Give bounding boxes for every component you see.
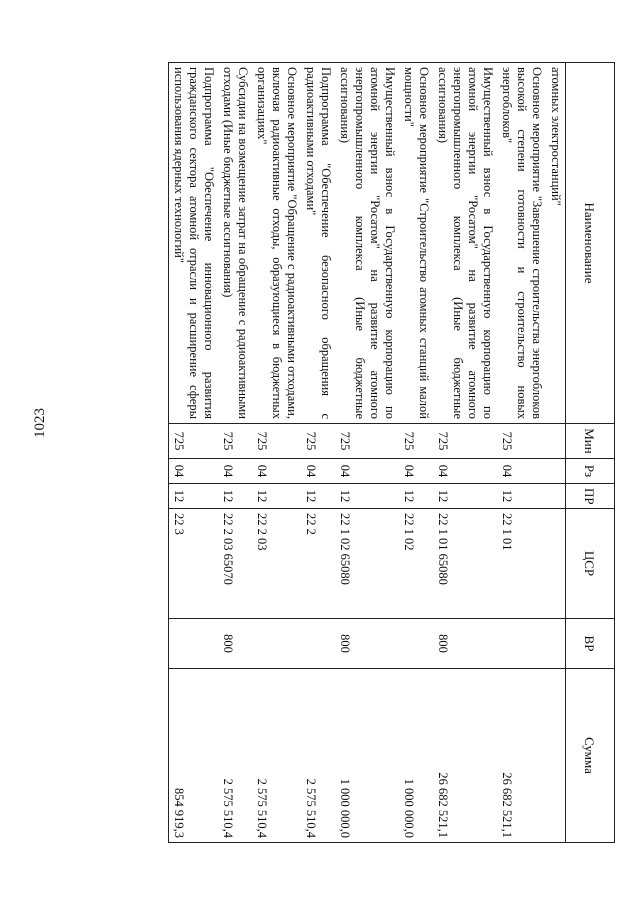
row-pr: 12 [218, 484, 252, 509]
row-sum: 854 919,3 [169, 669, 219, 843]
table-row [399, 63, 433, 843]
row-min: 725 [252, 424, 301, 459]
row-rz: 04 [433, 459, 497, 484]
row-pr: 12 [252, 484, 301, 509]
header-rz: Рз [566, 459, 615, 484]
row-vr: 800 [218, 619, 252, 669]
row-rz: 04 [301, 459, 335, 484]
row-sum: 2 575 510,4 [252, 669, 301, 843]
row-csr: 22 2 [301, 509, 335, 619]
row-vr: 800 [335, 619, 399, 669]
row-name: атомных электростанций" [546, 63, 566, 424]
row-name: Имущественный взнос в Государственную корпорацию по атомной энергии "Росатом" на развитие атомного энергопромышленного комплекса (Иные бюджетные ассигнования) [335, 63, 399, 424]
table-row [301, 63, 335, 843]
row-min: 725 [497, 424, 546, 459]
row-rz: 04 [497, 459, 546, 484]
row-min: 725 [399, 424, 433, 459]
row-rz: 04 [335, 459, 399, 484]
row-min: 725 [335, 424, 399, 459]
header-sum: Сумма [566, 669, 615, 843]
row-pr [546, 484, 566, 509]
table-row [433, 63, 497, 843]
header-csr: ЦСР [566, 509, 615, 619]
table-row [252, 63, 301, 843]
row-csr: 22 1 01 65080 [433, 509, 497, 619]
row-min: 725 [218, 424, 252, 459]
row-rz: 04 [169, 459, 219, 484]
row-csr [546, 509, 566, 619]
row-vr [497, 619, 546, 669]
header-pr: ПР [566, 484, 615, 509]
table-row [497, 63, 546, 843]
row-name: Подпрограмма "Обеспечение инновационного развития гражданского сектора атомной отрасли и расширение сферы использования ядерных технологий" [169, 63, 219, 424]
row-pr: 12 [169, 484, 219, 509]
rotated-table-container [105, 62, 615, 842]
table-header-row [566, 63, 615, 843]
row-pr: 12 [433, 484, 497, 509]
row-pr: 12 [335, 484, 399, 509]
row-sum: 26 682 521,1 [433, 669, 497, 843]
page-number: 1023 [32, 408, 48, 438]
row-rz: 04 [252, 459, 301, 484]
row-name: Подпрограмма "Обеспечение безопасного обращения с радиоактивными отходами" [301, 63, 335, 424]
row-name: Основное мероприятие "Обращение с радиоактивными отходами, включая радиоактивные отходы, образующиеся в бюджетных организациях" [252, 63, 301, 424]
row-sum [546, 669, 566, 843]
row-vr: 800 [433, 619, 497, 669]
table-row [218, 63, 252, 843]
row-vr [546, 619, 566, 669]
row-csr: 22 3 [169, 509, 219, 619]
row-pr: 12 [399, 484, 433, 509]
row-min: 725 [433, 424, 497, 459]
table-row [546, 63, 566, 843]
row-sum: 2 575 510,4 [218, 669, 252, 843]
row-rz: 04 [399, 459, 433, 484]
header-vr: ВР [566, 619, 615, 669]
row-min: 725 [169, 424, 219, 459]
row-min [546, 424, 566, 459]
row-pr: 12 [301, 484, 335, 509]
row-sum: 2 575 510,4 [301, 669, 335, 843]
row-vr [399, 619, 433, 669]
row-sum: 1 000 000,0 [399, 669, 433, 843]
row-pr: 12 [497, 484, 546, 509]
row-csr: 22 1 02 65080 [335, 509, 399, 619]
row-csr: 22 1 01 [497, 509, 546, 619]
row-name: Основное мероприятие "Завершение строительства энергоблоков высокой степени готовности и строительство новых энергоблоков" [497, 63, 546, 424]
row-csr: 22 2 03 65070 [218, 509, 252, 619]
row-sum: 1 000 000,0 [335, 669, 399, 843]
row-csr: 22 2 03 [252, 509, 301, 619]
row-vr [301, 619, 335, 669]
row-vr [169, 619, 219, 669]
row-sum: 26 682 521,1 [497, 669, 546, 843]
row-vr [252, 619, 301, 669]
row-min: 725 [301, 424, 335, 459]
row-name: Субсидии на возмещение затрат на обращение с радиоактивными отходами (Иные бюджетные ассигнования) [218, 63, 252, 424]
table-row [335, 63, 399, 843]
budget-table [168, 62, 615, 843]
table-row [169, 63, 219, 843]
row-rz: 04 [218, 459, 252, 484]
row-name: Основное мероприятие "Строительство атомных станций малой мощности" [399, 63, 433, 424]
header-min: Мин [566, 424, 615, 459]
row-csr: 22 1 02 [399, 509, 433, 619]
row-name: Имущественный взнос в Государственную корпорацию по атомной энергии "Росатом" на развитие атомного энергопромышленного комплекса (Иные бюджетные ассигнования) [433, 63, 497, 424]
row-rz [546, 459, 566, 484]
header-name: Наименование [566, 63, 615, 424]
